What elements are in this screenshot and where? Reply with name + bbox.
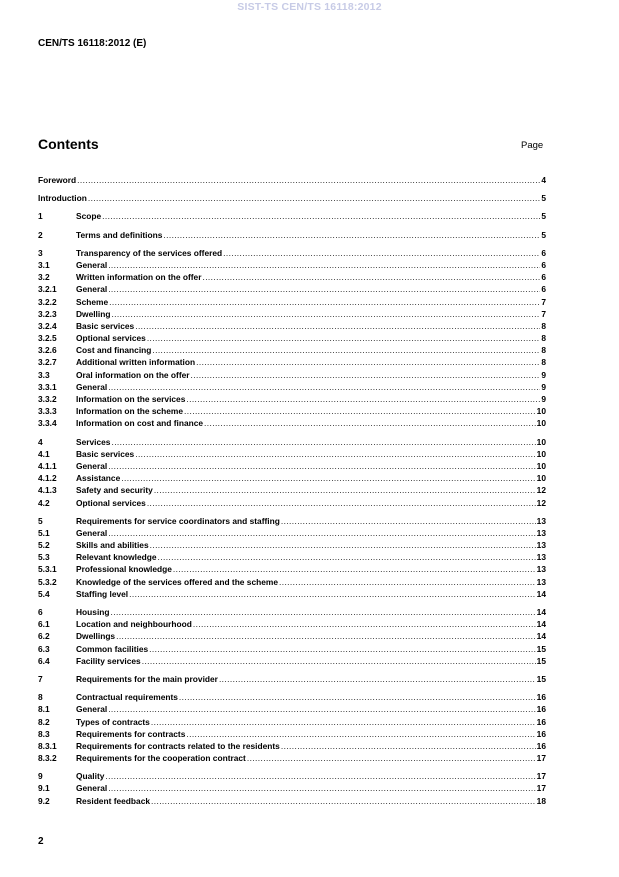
toc-entry[interactable] bbox=[38, 539, 546, 551]
toc-entry-title: Types of contracts bbox=[76, 716, 150, 727]
toc-entry-page: 14 bbox=[536, 607, 546, 617]
toc-entry-number: 5 bbox=[38, 515, 43, 526]
toc-entry-title: Information on the scheme bbox=[76, 406, 184, 417]
toc-entry-number: 6.4 bbox=[38, 655, 50, 666]
toc-entry-title: Scope bbox=[76, 211, 102, 222]
toc-dot-leader bbox=[149, 643, 536, 655]
toc-entry-page: 10 bbox=[536, 448, 546, 459]
toc-entry-page: 10 bbox=[536, 406, 546, 417]
toc-entry-page: 17 bbox=[536, 753, 546, 764]
toc-dot-leader bbox=[196, 356, 540, 368]
toc-entry-number: 3.2.6 bbox=[38, 345, 57, 356]
toc-entry[interactable] bbox=[38, 210, 546, 222]
toc-entry-number: 9.2 bbox=[38, 795, 50, 806]
toc-entry-title: Foreword bbox=[38, 175, 77, 185]
toc-entry[interactable] bbox=[38, 551, 546, 563]
toc-entry-title: Facility services bbox=[76, 655, 141, 666]
toc-entry[interactable] bbox=[38, 472, 546, 484]
toc-entry-number: 3.2 bbox=[38, 272, 50, 283]
toc-dot-leader bbox=[204, 417, 536, 429]
toc-entry-title: Information on cost and finance bbox=[76, 418, 204, 429]
page-column-label: Page bbox=[521, 140, 544, 151]
toc-entry-page: 8 bbox=[541, 320, 546, 331]
toc-entry[interactable] bbox=[38, 630, 546, 642]
toc-dot-leader bbox=[186, 728, 535, 740]
toc-dot-leader bbox=[109, 296, 540, 308]
toc-dot-leader bbox=[105, 770, 535, 782]
toc-entry-page: 6 bbox=[541, 284, 546, 295]
toc-dot-leader bbox=[191, 369, 541, 381]
toc-entry-title: Location and neighbourhood bbox=[76, 619, 192, 630]
toc-entry-page: 5 bbox=[541, 211, 546, 222]
toc-entry-title: Staffing level bbox=[76, 588, 129, 599]
toc-entry-page: 13 bbox=[536, 576, 546, 587]
toc-entry[interactable] bbox=[38, 740, 546, 752]
toc-entry-title: Housing bbox=[76, 607, 110, 617]
toc-entry[interactable] bbox=[38, 356, 546, 368]
table-of-contents bbox=[38, 174, 546, 807]
toc-dot-leader bbox=[279, 576, 536, 588]
toc-entry[interactable] bbox=[38, 643, 546, 655]
toc-dot-leader bbox=[108, 460, 535, 472]
toc-entry-title: General bbox=[76, 381, 108, 392]
toc-dot-leader bbox=[111, 436, 535, 448]
toc-entry[interactable] bbox=[38, 588, 546, 600]
toc-dot-leader bbox=[147, 497, 536, 509]
toc-entry-title: Common facilities bbox=[76, 643, 149, 654]
toc-entry[interactable] bbox=[38, 515, 546, 527]
toc-entry-title: Dwellings bbox=[76, 631, 116, 642]
toc-entry-number: 6.2 bbox=[38, 631, 50, 642]
toc-entry-number: 5.2 bbox=[38, 540, 50, 551]
toc-entry-title: Additional written information bbox=[76, 357, 196, 368]
toc-entry-number: 8.3.2 bbox=[38, 753, 57, 764]
toc-dot-leader bbox=[135, 448, 535, 460]
toc-dot-leader bbox=[147, 332, 541, 344]
toc-entry-number: 3.3.3 bbox=[38, 406, 57, 417]
toc-dot-leader bbox=[281, 740, 536, 752]
toc-entry-page: 14 bbox=[536, 619, 546, 630]
toc-entry-number: 4.1 bbox=[38, 448, 50, 459]
contents-heading: Contents bbox=[38, 136, 99, 152]
toc-entry-page: 5 bbox=[541, 193, 546, 204]
toc-dot-leader bbox=[186, 393, 540, 405]
toc-dot-leader bbox=[142, 655, 536, 667]
toc-entry-page: 15 bbox=[536, 673, 546, 684]
toc-entry-page: 8 bbox=[541, 345, 546, 356]
toc-entry-title: Relevant knowledge bbox=[76, 552, 157, 563]
toc-dot-leader bbox=[281, 515, 536, 527]
toc-entry-title: Optional services bbox=[76, 497, 146, 508]
toc-dot-leader bbox=[151, 716, 536, 728]
footer-page-number: 2 bbox=[38, 836, 44, 847]
toc-entry-number: 8.3.1 bbox=[38, 740, 57, 751]
toc-entry-number: 6 bbox=[38, 607, 43, 617]
toc-entry[interactable] bbox=[38, 174, 546, 186]
toc-entry-title: Services bbox=[76, 436, 111, 447]
toc-entry-page: 10 bbox=[536, 473, 546, 484]
toc-entry-title: Requirements for service coordinators and staffing bbox=[76, 515, 280, 526]
toc-dot-leader bbox=[111, 308, 540, 320]
toc-entry[interactable] bbox=[38, 247, 546, 259]
toc-entry[interactable] bbox=[38, 271, 546, 283]
toc-entry-title: General bbox=[76, 460, 108, 471]
toc-entry-title: General bbox=[76, 783, 108, 794]
toc-dot-leader bbox=[154, 484, 536, 496]
toc-entry[interactable] bbox=[38, 497, 546, 509]
toc-entry-page: 13 bbox=[536, 540, 546, 551]
toc-entry-title: Professional knowledge bbox=[76, 564, 172, 575]
toc-dot-leader bbox=[202, 271, 540, 283]
toc-entry-page: 10 bbox=[536, 436, 546, 447]
toc-dot-leader bbox=[108, 259, 540, 271]
toc-entry[interactable] bbox=[38, 308, 546, 320]
toc-entry-page: 9 bbox=[541, 394, 546, 404]
toc-entry-number: 5.3.1 bbox=[38, 564, 57, 575]
toc-entry[interactable] bbox=[38, 752, 546, 764]
toc-entry-title: Written information on the offer bbox=[76, 272, 202, 283]
toc-entry-title: General bbox=[76, 259, 108, 270]
toc-entry[interactable] bbox=[38, 527, 546, 539]
toc-dot-leader bbox=[152, 344, 540, 356]
toc-entry-number: 1 bbox=[38, 211, 43, 222]
document-identifier: CEN/TS 16118:2012 (E) bbox=[38, 38, 147, 49]
toc-entry-title: Safety and security bbox=[76, 485, 153, 496]
toc-entry[interactable] bbox=[38, 618, 546, 630]
toc-entry[interactable] bbox=[38, 405, 546, 417]
toc-entry-page: 13 bbox=[536, 552, 546, 563]
toc-entry-number: 3.2.4 bbox=[38, 320, 57, 331]
toc-entry-number: 6.3 bbox=[38, 643, 50, 654]
toc-entry-page: 4 bbox=[541, 175, 546, 185]
toc-entry-page: 6 bbox=[541, 259, 546, 270]
toc-entry-title: Requirements for the main provider bbox=[76, 673, 218, 684]
toc-entry[interactable] bbox=[38, 369, 546, 381]
toc-entry-title: Assistance bbox=[76, 473, 121, 484]
toc-dot-leader bbox=[223, 247, 540, 259]
toc-entry-page: 18 bbox=[536, 795, 546, 806]
toc-dot-leader bbox=[247, 752, 536, 764]
toc-entry-number: 3.3.4 bbox=[38, 418, 57, 429]
toc-entry-number: 8.1 bbox=[38, 704, 50, 715]
toc-entry-page: 6 bbox=[541, 247, 546, 258]
toc-entry-number: 4.1.2 bbox=[38, 473, 57, 484]
toc-entry-number: 4 bbox=[38, 436, 43, 447]
toc-entry-title: Optional services bbox=[76, 333, 146, 344]
toc-dot-leader bbox=[173, 563, 536, 575]
toc-entry-number: 3.2.1 bbox=[38, 284, 57, 295]
toc-dot-leader bbox=[121, 472, 535, 484]
toc-dot-leader bbox=[102, 210, 540, 222]
toc-entry-title: Resident feedback bbox=[76, 795, 151, 806]
toc-entry-page: 9 bbox=[541, 381, 546, 392]
toc-entry-page: 14 bbox=[536, 588, 546, 599]
toc-entry[interactable] bbox=[38, 782, 546, 794]
toc-entry-number: 5.1 bbox=[38, 527, 50, 538]
toc-entry-title: Introduction bbox=[38, 193, 87, 204]
toc-entry-number: 7 bbox=[38, 673, 43, 684]
toc-entry-title: Knowledge of the services offered and the scheme bbox=[76, 576, 278, 587]
toc-entry-page: 14 bbox=[536, 631, 546, 642]
toc-entry-page: 17 bbox=[536, 771, 546, 782]
toc-entry[interactable] bbox=[38, 716, 546, 728]
toc-entry[interactable] bbox=[38, 417, 546, 429]
toc-entry-title: Basic services bbox=[76, 320, 135, 331]
toc-dot-leader bbox=[108, 782, 535, 794]
toc-entry[interactable] bbox=[38, 448, 546, 460]
toc-entry-page: 10 bbox=[536, 418, 546, 429]
toc-entry-title: Dwelling bbox=[76, 308, 111, 319]
toc-entry-title: Contractual requirements bbox=[76, 692, 178, 703]
toc-entry[interactable] bbox=[38, 795, 546, 807]
toc-entry-number: 3.3.1 bbox=[38, 381, 57, 392]
toc-dot-leader bbox=[88, 192, 540, 204]
toc-entry[interactable] bbox=[38, 460, 546, 472]
toc-entry-number: 3.2.3 bbox=[38, 308, 57, 319]
toc-entry[interactable] bbox=[38, 673, 546, 685]
toc-entry-title: Information on the services bbox=[76, 394, 186, 404]
toc-entry-number: 3.2.2 bbox=[38, 296, 57, 307]
toc-dot-leader bbox=[129, 588, 536, 600]
toc-dot-leader bbox=[150, 539, 536, 551]
toc-dot-leader bbox=[108, 703, 535, 715]
toc-entry-page: 13 bbox=[536, 564, 546, 575]
toc-entry-number: 5.3.2 bbox=[38, 576, 57, 587]
toc-entry-page: 13 bbox=[536, 515, 546, 526]
toc-entry[interactable] bbox=[38, 606, 546, 618]
toc-dot-leader bbox=[151, 795, 536, 807]
toc-entry-title: Scheme bbox=[76, 296, 109, 307]
toc-entry[interactable] bbox=[38, 192, 546, 204]
toc-entry-title: Requirements for contracts bbox=[76, 728, 186, 739]
toc-dot-leader bbox=[77, 174, 540, 186]
toc-entry-title: Requirements for contracts related to the residents bbox=[76, 740, 280, 751]
toc-entry-title: Skills and abilities bbox=[76, 540, 149, 551]
toc-entry-page: 13 bbox=[536, 527, 546, 538]
toc-entry-page: 16 bbox=[536, 740, 546, 751]
toc-entry-number: 3.3.2 bbox=[38, 394, 57, 404]
toc-dot-leader bbox=[135, 320, 540, 332]
toc-entry-title: Oral information on the offer bbox=[76, 369, 190, 380]
toc-entry-page: 12 bbox=[536, 485, 546, 496]
toc-dot-leader bbox=[163, 229, 540, 241]
toc-entry[interactable] bbox=[38, 320, 546, 332]
toc-entry-page: 7 bbox=[541, 308, 546, 319]
toc-entry-title: Requirements for the cooperation contract bbox=[76, 753, 246, 764]
toc-entry[interactable] bbox=[38, 381, 546, 393]
toc-entry-title: Terms and definitions bbox=[76, 229, 163, 240]
toc-entry-number: 8.3 bbox=[38, 728, 50, 739]
toc-dot-leader bbox=[158, 551, 536, 563]
toc-dot-leader bbox=[116, 630, 536, 642]
toc-entry-number: 4.1.3 bbox=[38, 485, 57, 496]
toc-entry-page: 8 bbox=[541, 357, 546, 368]
toc-entry-page: 5 bbox=[541, 229, 546, 240]
toc-entry[interactable] bbox=[38, 563, 546, 575]
toc-entry-number: 4.1.1 bbox=[38, 460, 57, 471]
toc-dot-leader bbox=[179, 691, 536, 703]
toc-entry-title: Transparency of the services offered bbox=[76, 247, 223, 258]
toc-dot-leader bbox=[108, 381, 540, 393]
toc-entry-number: 3.2.7 bbox=[38, 357, 57, 368]
toc-entry-number: 8.2 bbox=[38, 716, 50, 727]
toc-entry[interactable] bbox=[38, 393, 546, 405]
toc-entry-number: 9 bbox=[38, 771, 43, 782]
toc-entry-page: 15 bbox=[536, 643, 546, 654]
toc-entry-page: 10 bbox=[536, 460, 546, 471]
toc-entry-title: Quality bbox=[76, 771, 105, 782]
toc-entry-number: 3.1 bbox=[38, 259, 50, 270]
toc-entry[interactable] bbox=[38, 259, 546, 271]
toc-entry[interactable] bbox=[38, 229, 546, 241]
toc-entry-number: 5.4 bbox=[38, 588, 50, 599]
toc-entry[interactable] bbox=[38, 296, 546, 308]
toc-entry-number: 2 bbox=[38, 229, 43, 240]
toc-entry[interactable] bbox=[38, 283, 546, 295]
toc-entry-page: 16 bbox=[536, 728, 546, 739]
toc-entry-page: 6 bbox=[541, 272, 546, 283]
toc-entry-page: 17 bbox=[536, 783, 546, 794]
toc-entry[interactable] bbox=[38, 770, 546, 782]
toc-entry[interactable] bbox=[38, 332, 546, 344]
toc-entry-number: 5.3 bbox=[38, 552, 50, 563]
toc-entry-number: 9.1 bbox=[38, 783, 50, 794]
toc-entry[interactable] bbox=[38, 691, 546, 703]
toc-entry-page: 12 bbox=[536, 497, 546, 508]
toc-dot-leader bbox=[108, 283, 540, 295]
toc-entry-page: 16 bbox=[536, 692, 546, 703]
toc-dot-leader bbox=[219, 673, 536, 685]
toc-dot-leader bbox=[111, 606, 536, 618]
toc-entry-page: 8 bbox=[541, 333, 546, 344]
toc-entry-number: 8 bbox=[38, 692, 43, 703]
toc-entry-page: 9 bbox=[541, 369, 546, 380]
toc-entry-number: 6.1 bbox=[38, 619, 50, 630]
toc-entry-page: 15 bbox=[536, 655, 546, 666]
toc-entry[interactable] bbox=[38, 344, 546, 356]
toc-entry-number: 3.2.5 bbox=[38, 333, 57, 344]
toc-dot-leader bbox=[193, 618, 536, 630]
toc-entry-title: Basic services bbox=[76, 448, 135, 459]
toc-entry[interactable] bbox=[38, 576, 546, 588]
toc-entry-title: Cost and financing bbox=[76, 345, 152, 356]
toc-entry-page: 16 bbox=[536, 704, 546, 715]
toc-entry[interactable] bbox=[38, 728, 546, 740]
toc-entry[interactable] bbox=[38, 703, 546, 715]
watermark-text: SIST-TS CEN/TS 16118:2012 bbox=[237, 1, 382, 13]
toc-entry-page: 16 bbox=[536, 716, 546, 727]
toc-entry-title: General bbox=[76, 527, 108, 538]
toc-entry[interactable] bbox=[38, 484, 546, 496]
toc-entry-number: 3.3 bbox=[38, 369, 50, 380]
toc-entry-page: 7 bbox=[541, 296, 546, 307]
toc-entry[interactable] bbox=[38, 655, 546, 667]
toc-entry-number: 3 bbox=[38, 247, 43, 258]
toc-entry[interactable] bbox=[38, 436, 546, 448]
toc-entry-title: General bbox=[76, 284, 108, 295]
toc-dot-leader bbox=[108, 527, 535, 539]
toc-entry-title: General bbox=[76, 704, 108, 715]
toc-dot-leader bbox=[184, 405, 536, 417]
toc-entry-number: 4.2 bbox=[38, 497, 50, 508]
